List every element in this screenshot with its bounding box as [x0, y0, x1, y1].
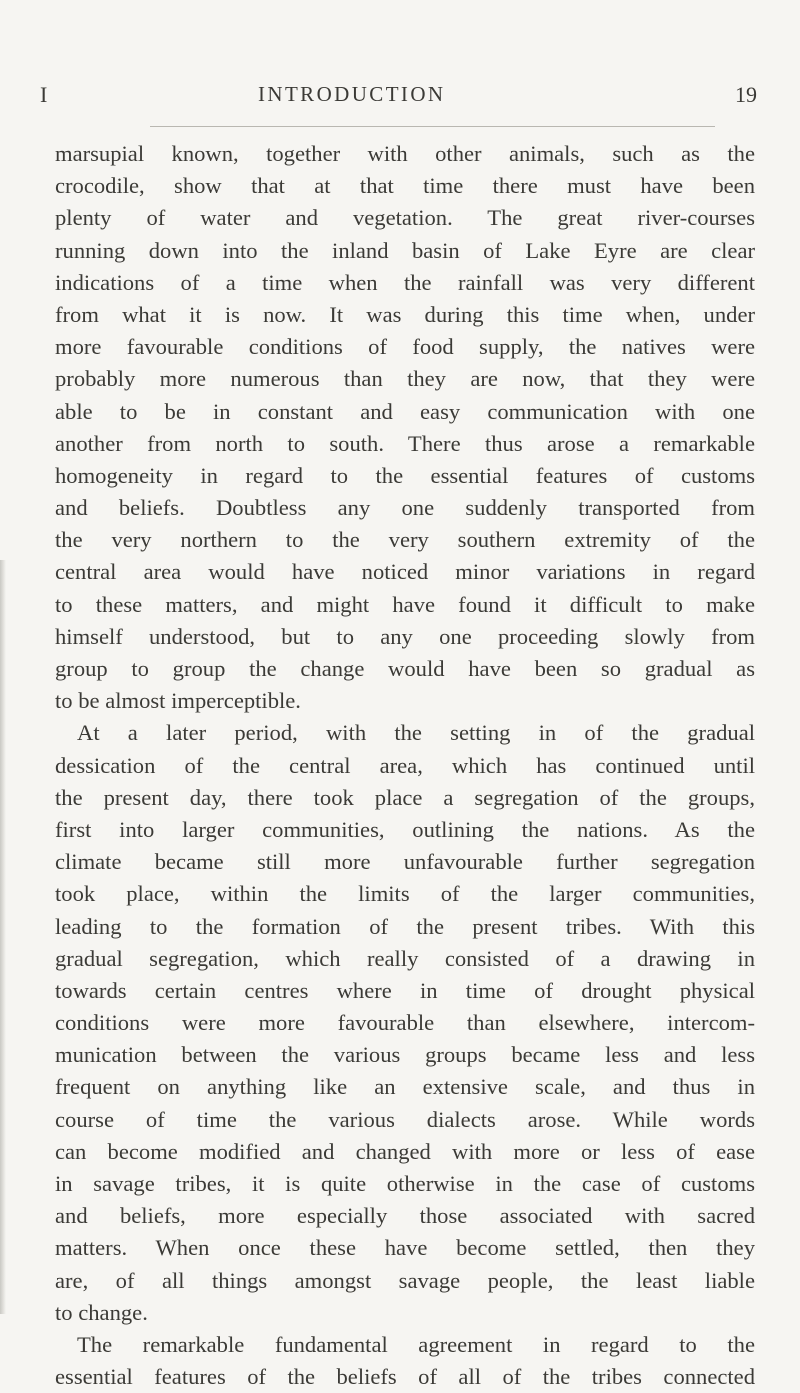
text-line: essential features of the beliefs of all of the tribes connected: [55, 1364, 755, 1390]
paragraph-start-line: At a later period, with the setting in of the gradual: [77, 720, 755, 746]
page-number: 19: [735, 82, 757, 107]
text-line: conditions were more favourable than elsewhere, intercom-: [55, 1010, 755, 1036]
text-line: and beliefs. Doubtless any one suddenly transported from: [55, 495, 755, 521]
body-text: [55, 138, 755, 1393]
running-head: [0, 82, 800, 112]
binding-shadow: [0, 560, 6, 1314]
text-line: first into larger communities, outlining the nations. As the: [55, 816, 755, 842]
text-line: another from north to south. There thus arose a remarkable: [55, 430, 755, 456]
text-line: leading to the formation of the present tribes. With this: [55, 913, 755, 939]
text-line: and beliefs, more especially those associated with sacred: [55, 1203, 755, 1229]
running-head-title: INTRODUCTION: [258, 82, 446, 106]
text-line: homogeneity in regard to the essential features of customs: [55, 462, 755, 488]
text-line: probably more numerous than they are now, that they were: [55, 366, 755, 392]
text-line: munication between the various groups became less and less: [55, 1042, 755, 1068]
text-line: gradual segregation, which really consisted of a drawing in: [55, 945, 755, 971]
text-line: course of time the various dialects arose. While words: [55, 1106, 755, 1132]
chapter-number: I: [40, 82, 49, 107]
text-line: group to group the change would have been so gradual as: [55, 656, 755, 681]
text-line: can become modified and changed with more or less of ease: [55, 1138, 755, 1164]
text-line: running down into the inland basin of Lake Eyre are clear: [55, 237, 755, 263]
text-line: the very northern to the very southern extremity of the: [55, 527, 755, 553]
text-line: frequent on anything like an extensive scale, and thus in: [55, 1074, 755, 1100]
text-line: are, of all things amongst savage people, the least liable: [55, 1267, 755, 1293]
text-line: in savage tribes, it is quite otherwise in the case of customs: [55, 1171, 755, 1196]
text-line: matters. When once these have become settled, then they: [55, 1235, 755, 1261]
paragraph-start-line: The remarkable fundamental agreement in regard to the: [77, 1331, 755, 1357]
text-line: took place, within the limits of the larger communities,: [55, 881, 755, 907]
text-line: central area would have noticed minor variations in regard: [55, 559, 755, 585]
text-line: dessication of the central area, which has continued until: [55, 752, 755, 778]
text-line: towards certain centres where in time of drought physical: [55, 977, 755, 1003]
text-line: able to be in constant and easy communication with one: [55, 398, 755, 424]
text-line: plenty of water and vegetation. The great river-courses: [55, 205, 755, 231]
text-line: indications of a time when the rainfall was very different: [55, 269, 755, 295]
text-line: to be almost imperceptible.: [55, 688, 301, 714]
text-line: to change.: [55, 1299, 148, 1325]
text-line: marsupial known, together with other animals, such as the: [55, 141, 755, 166]
header-rule: [150, 126, 715, 127]
text-line: climate became still more unfavourable further segregation: [55, 849, 755, 875]
text-line: more favourable conditions of food supply, the natives were: [55, 334, 755, 360]
text-line: himself understood, but to any one proceeding slowly from: [55, 623, 755, 649]
text-line: crocodile, show that at that time there must have been: [55, 173, 755, 199]
text-line: the present day, there took place a segregation of the groups,: [55, 784, 755, 810]
text-line: from what it is now. It was during this time when, under: [55, 301, 755, 327]
text-line: to these matters, and might have found it difficult to make: [55, 591, 755, 617]
